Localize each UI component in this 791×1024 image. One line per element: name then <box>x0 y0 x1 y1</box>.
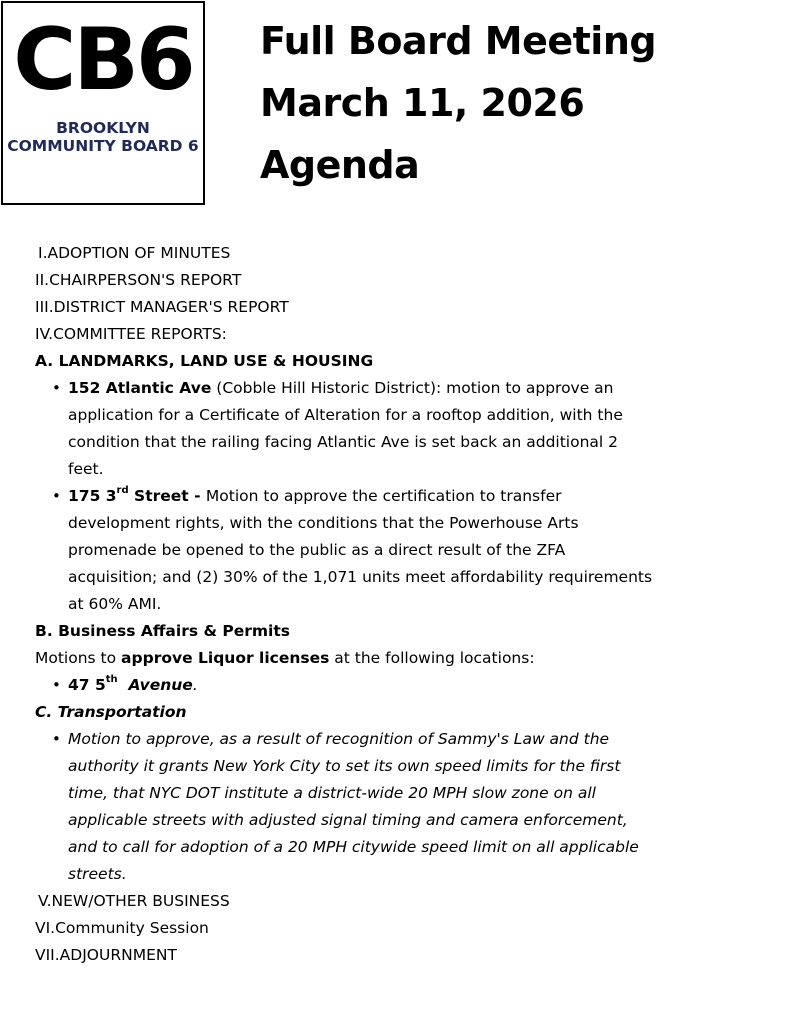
title-agenda: Agenda <box>260 143 420 187</box>
section-b-bullets <box>35 672 735 699</box>
item-text: application for a Certificate of Alteration for a rooftop addition, with the <box>68 406 623 424</box>
agenda-item-new-other-business: V.NEW/OTHER BUSINESS <box>38 892 230 910</box>
bullet-icon: • <box>52 487 61 505</box>
ordinal-suffix: th <box>105 673 118 685</box>
address-175-3rd-street <box>68 484 206 505</box>
agenda-item-community-session: VI.Community Session <box>35 919 209 937</box>
list-item-47-5th-avenue <box>35 672 735 699</box>
cb6-logo <box>1 1 205 205</box>
item-text: time, that NYC DOT institute a district-wide 20 MPH slow zone on all <box>68 784 596 802</box>
logo-line-community-board: COMMUNITY BOARD 6 <box>7 137 199 155</box>
item-text: Motion to approve the certification to transfer <box>205 487 562 505</box>
address-number: 175 3 <box>68 487 117 505</box>
address-number: 47 5 <box>68 676 106 694</box>
section-a-bullets <box>35 375 735 618</box>
logo-mark: CB6 <box>13 10 193 110</box>
agenda-item-adjournment: VII.ADJOURNMENT <box>35 946 177 964</box>
bullet-icon: • <box>52 676 61 694</box>
section-b-intro <box>35 645 735 672</box>
page-title <box>260 10 656 196</box>
item-text: development rights, with the conditions that the Powerhouse Arts <box>68 514 579 532</box>
intro-text: Motions to <box>35 649 122 667</box>
section-c-heading: C. Transportation <box>35 703 187 721</box>
intro-text: at the following locations: <box>329 649 535 667</box>
address-street: Avenue <box>117 676 193 694</box>
item-text: promenade be opened to the public as a direct result of the ZFA <box>68 541 566 559</box>
item-text: applicable streets with adjusted signal timing and camera enforcement, <box>68 811 628 829</box>
item-text: at 60% AMI. <box>68 595 162 613</box>
item-text: condition that the railing facing Atlantic Ave is set back an additional 2 <box>68 433 619 451</box>
agenda-item-district-manager-report: III.DISTRICT MANAGER'S REPORT <box>35 298 289 316</box>
section-b-heading: B. Business Affairs & Permits <box>35 622 291 640</box>
intro-bold-text: approve Liquor licenses <box>121 649 330 667</box>
item-text: Motion to approve, as a result of recognition of Sammy's Law and the <box>68 730 610 748</box>
title-meeting: Full Board Meeting <box>260 19 657 63</box>
item-text: acquisition; and (2) 30% of the 1,071 units meet affordability requirements <box>68 568 653 586</box>
bullet-icon: • <box>52 379 61 397</box>
section-c-bullets <box>35 726 735 888</box>
period: . <box>192 676 198 694</box>
item-text: feet. <box>68 460 104 478</box>
agenda-item-committee-reports: IV.COMMITTEE REPORTS: <box>35 325 227 343</box>
logo-subtitle <box>3 119 203 155</box>
address-street: Street - <box>128 487 206 505</box>
address-152-atlantic: 152 Atlantic Ave <box>68 379 212 397</box>
agenda-item-adoption-of-minutes: I.ADOPTION OF MINUTES <box>38 244 231 262</box>
item-text: authority it grants New York City to set its own speed limits for the first <box>68 757 621 775</box>
title-date: March 11, 2026 <box>260 81 585 125</box>
item-text: (Cobble Hill Historic District): motion to approve an <box>211 379 614 397</box>
agenda-item-chairperson-report: II.CHAIRPERSON'S REPORT <box>35 271 242 289</box>
item-text: streets. <box>68 865 127 883</box>
list-item-152-atlantic <box>35 375 735 483</box>
bullet-icon: • <box>52 730 61 748</box>
list-item-175-3rd-street <box>35 483 735 618</box>
section-a-heading: A. LANDMARKS, LAND USE & HOUSING <box>35 352 374 370</box>
agenda-list <box>35 240 735 969</box>
list-item-speed-limit-motion <box>35 726 735 888</box>
item-text: and to call for adoption of a 20 MPH citywide speed limit on all applicable <box>68 838 639 856</box>
ordinal-suffix: rd <box>116 484 129 496</box>
logo-line-brooklyn: BROOKLYN <box>56 119 150 137</box>
